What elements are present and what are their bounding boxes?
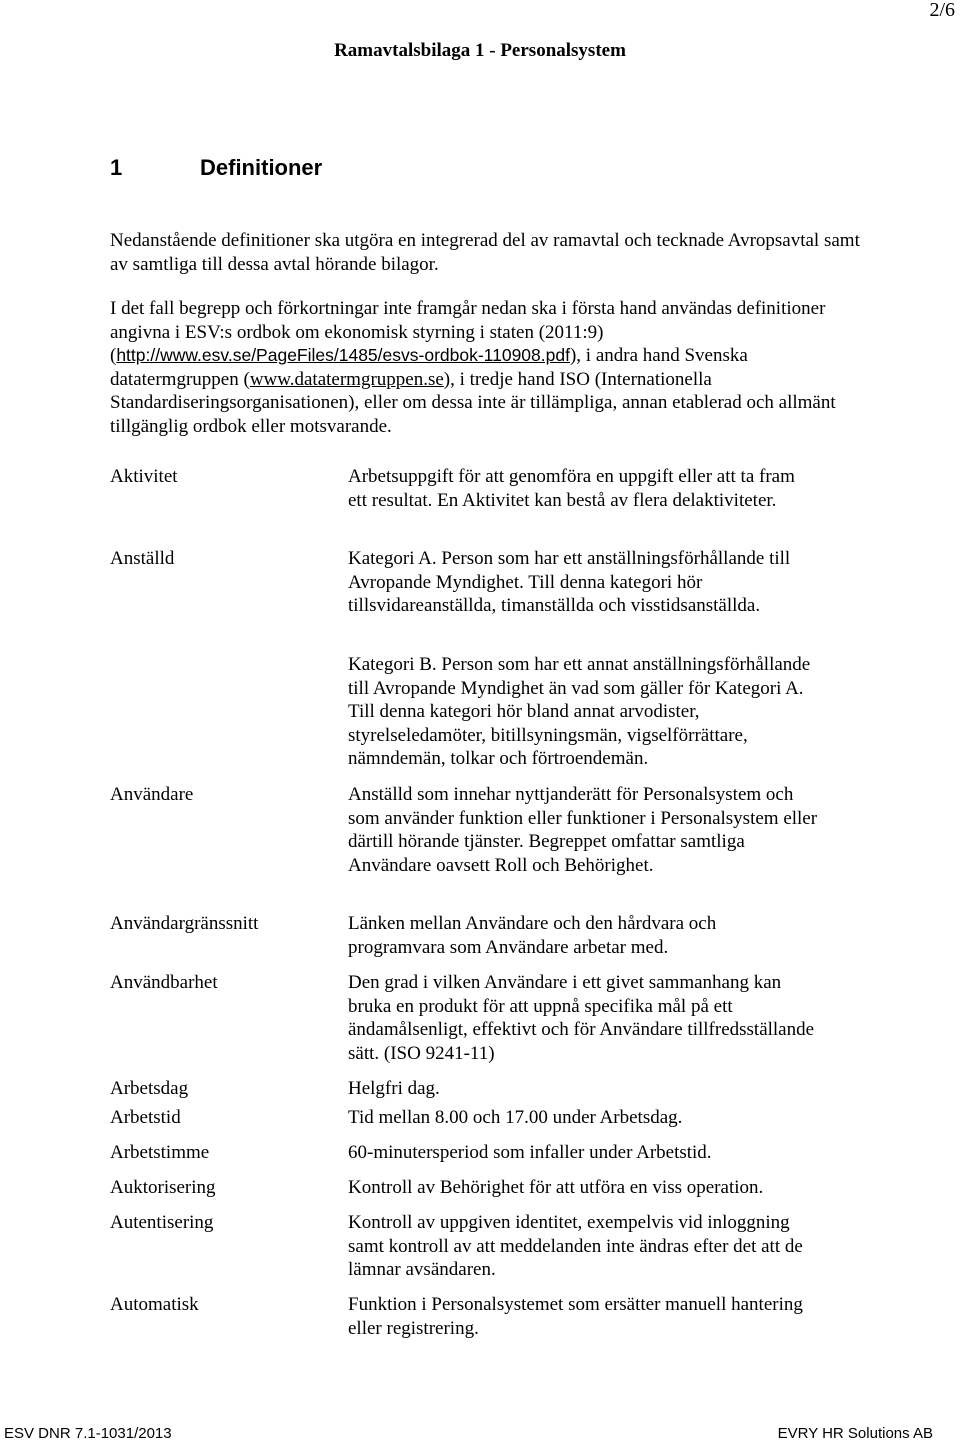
document-title: Ramavtalsbilaga 1 - Personalsystem <box>334 40 626 61</box>
term-anvandbarhet: Användbarhet <box>110 972 218 993</box>
term-anvandare: Användare <box>110 784 194 805</box>
term-anvandargranssnitt: Användargränssnitt <box>110 913 259 934</box>
intro-paragraph-1: Nedanstående definitioner ska utgöra en integrerad del av ramavtal och tecknade Avropsavtal samt av samtliga till dessa avtal hörande bilagor. <box>110 230 860 275</box>
section-title: Definitioner <box>200 155 323 180</box>
term-automatisk: Automatisk <box>110 1294 199 1315</box>
definition-anstalld-kategori-b: Kategori B. Person som har ett annat anställningsförhållande till Avropande Myndighet än vad som gäller för Kategori A. Till denna kategori hör bland annat arvodister, styrelseledamöter, bitillsyningsmän, vigselförrättare, nämndemän, tolkar och förtroendemän. <box>348 654 811 769</box>
section-heading <box>110 154 322 182</box>
page-number: 2/6 <box>929 0 955 21</box>
section-number: 1 <box>110 155 123 180</box>
definition-arbetstid: Tid mellan 8.00 och 17.00 under Arbetsdag. <box>348 1107 683 1128</box>
definition-arbetstimme: 60-minutersperiod som infaller under Arbetstid. <box>348 1142 712 1163</box>
definition-anstalld-kategori-a: Kategori A. Person som har ett anställningsförhållande till Avropande Myndighet. Till denna kategori hör tillsvidareanställda, timanställda och visstidsanställda. <box>348 548 791 616</box>
intro-paragraph-2 <box>110 297 870 438</box>
term-auktorisering: Auktorisering <box>110 1177 216 1198</box>
definition-anvandbarhet: Den grad i vilken Användare i ett givet sammanhang kan bruka en produkt för att uppnå specifika mål på ett ändamålsenligt, effektivt och för Användare tillfredsställande sätt. (ISO 9241-11) <box>348 972 815 1064</box>
intro-text-3: ), i tredje hand ISO (Internationella Standardiseringsorganisationen), eller om dessa inte är tillämpliga, annan etablerad och allmänt tillgänglig ordbok eller motsvarande. <box>110 368 836 437</box>
datatermgruppen-link[interactable]: www.datatermgruppen.se <box>249 368 444 390</box>
term-arbetsdag: Arbetsdag <box>110 1078 189 1099</box>
esv-ordbok-link[interactable]: http://www.esv.se/PageFiles/1485/esvs-ordbok-110908.pdf <box>116 345 570 365</box>
definition-automatisk: Funktion i Personalsystemet som ersätter manuell hantering eller registrering. <box>348 1294 803 1339</box>
term-arbetstid: Arbetstid <box>110 1107 181 1128</box>
definition-anvandare: Anställd som innehar nyttjanderätt för Personalsystem och som använder funktion eller funktioner i Personalsystem eller därtill hörande tjänster. Begreppet omfattar samtliga Användare oavsett Roll och Behörighet. <box>348 784 818 876</box>
term-autentisering: Autentisering <box>110 1212 214 1233</box>
footer-reference: ESV DNR 7.1-1031/2013 <box>4 1425 172 1442</box>
definition-anvandargranssnitt: Länken mellan Användare och den hårdvara och programvara som Användare arbetar med. <box>348 913 717 958</box>
term-aktivitet: Aktivitet <box>110 466 178 487</box>
intro-text-2: ), i andra hand Svenska datatermgruppen ( <box>110 345 748 390</box>
definition-aktivitet: Arbetsuppgift för att genomföra en uppgift eller att ta fram ett resultat. En Aktivitet kan bestå av flera delaktiviteter. <box>348 466 795 511</box>
definition-autentisering: Kontroll av uppgiven identitet, exempelvis vid inloggning samt kontroll av att meddelanden inte ändras efter det att de lämnar avsändaren. <box>348 1212 803 1280</box>
term-anstalld: Anställd <box>110 548 175 569</box>
definition-auktorisering: Kontroll av Behörighet för att utföra en viss operation. <box>348 1177 764 1198</box>
intro-text-1: I det fall begrepp och förkortningar inte framgår nedan ska i första hand användas definitioner angivna i ESV:s ordbok om ekonomisk styrning i staten (2011:9) ( <box>110 298 826 366</box>
footer-company: EVRY HR Solutions AB <box>777 1425 933 1442</box>
term-arbetstimme: Arbetstimme <box>110 1142 210 1163</box>
definition-arbetsdag: Helgfri dag. <box>348 1078 440 1099</box>
